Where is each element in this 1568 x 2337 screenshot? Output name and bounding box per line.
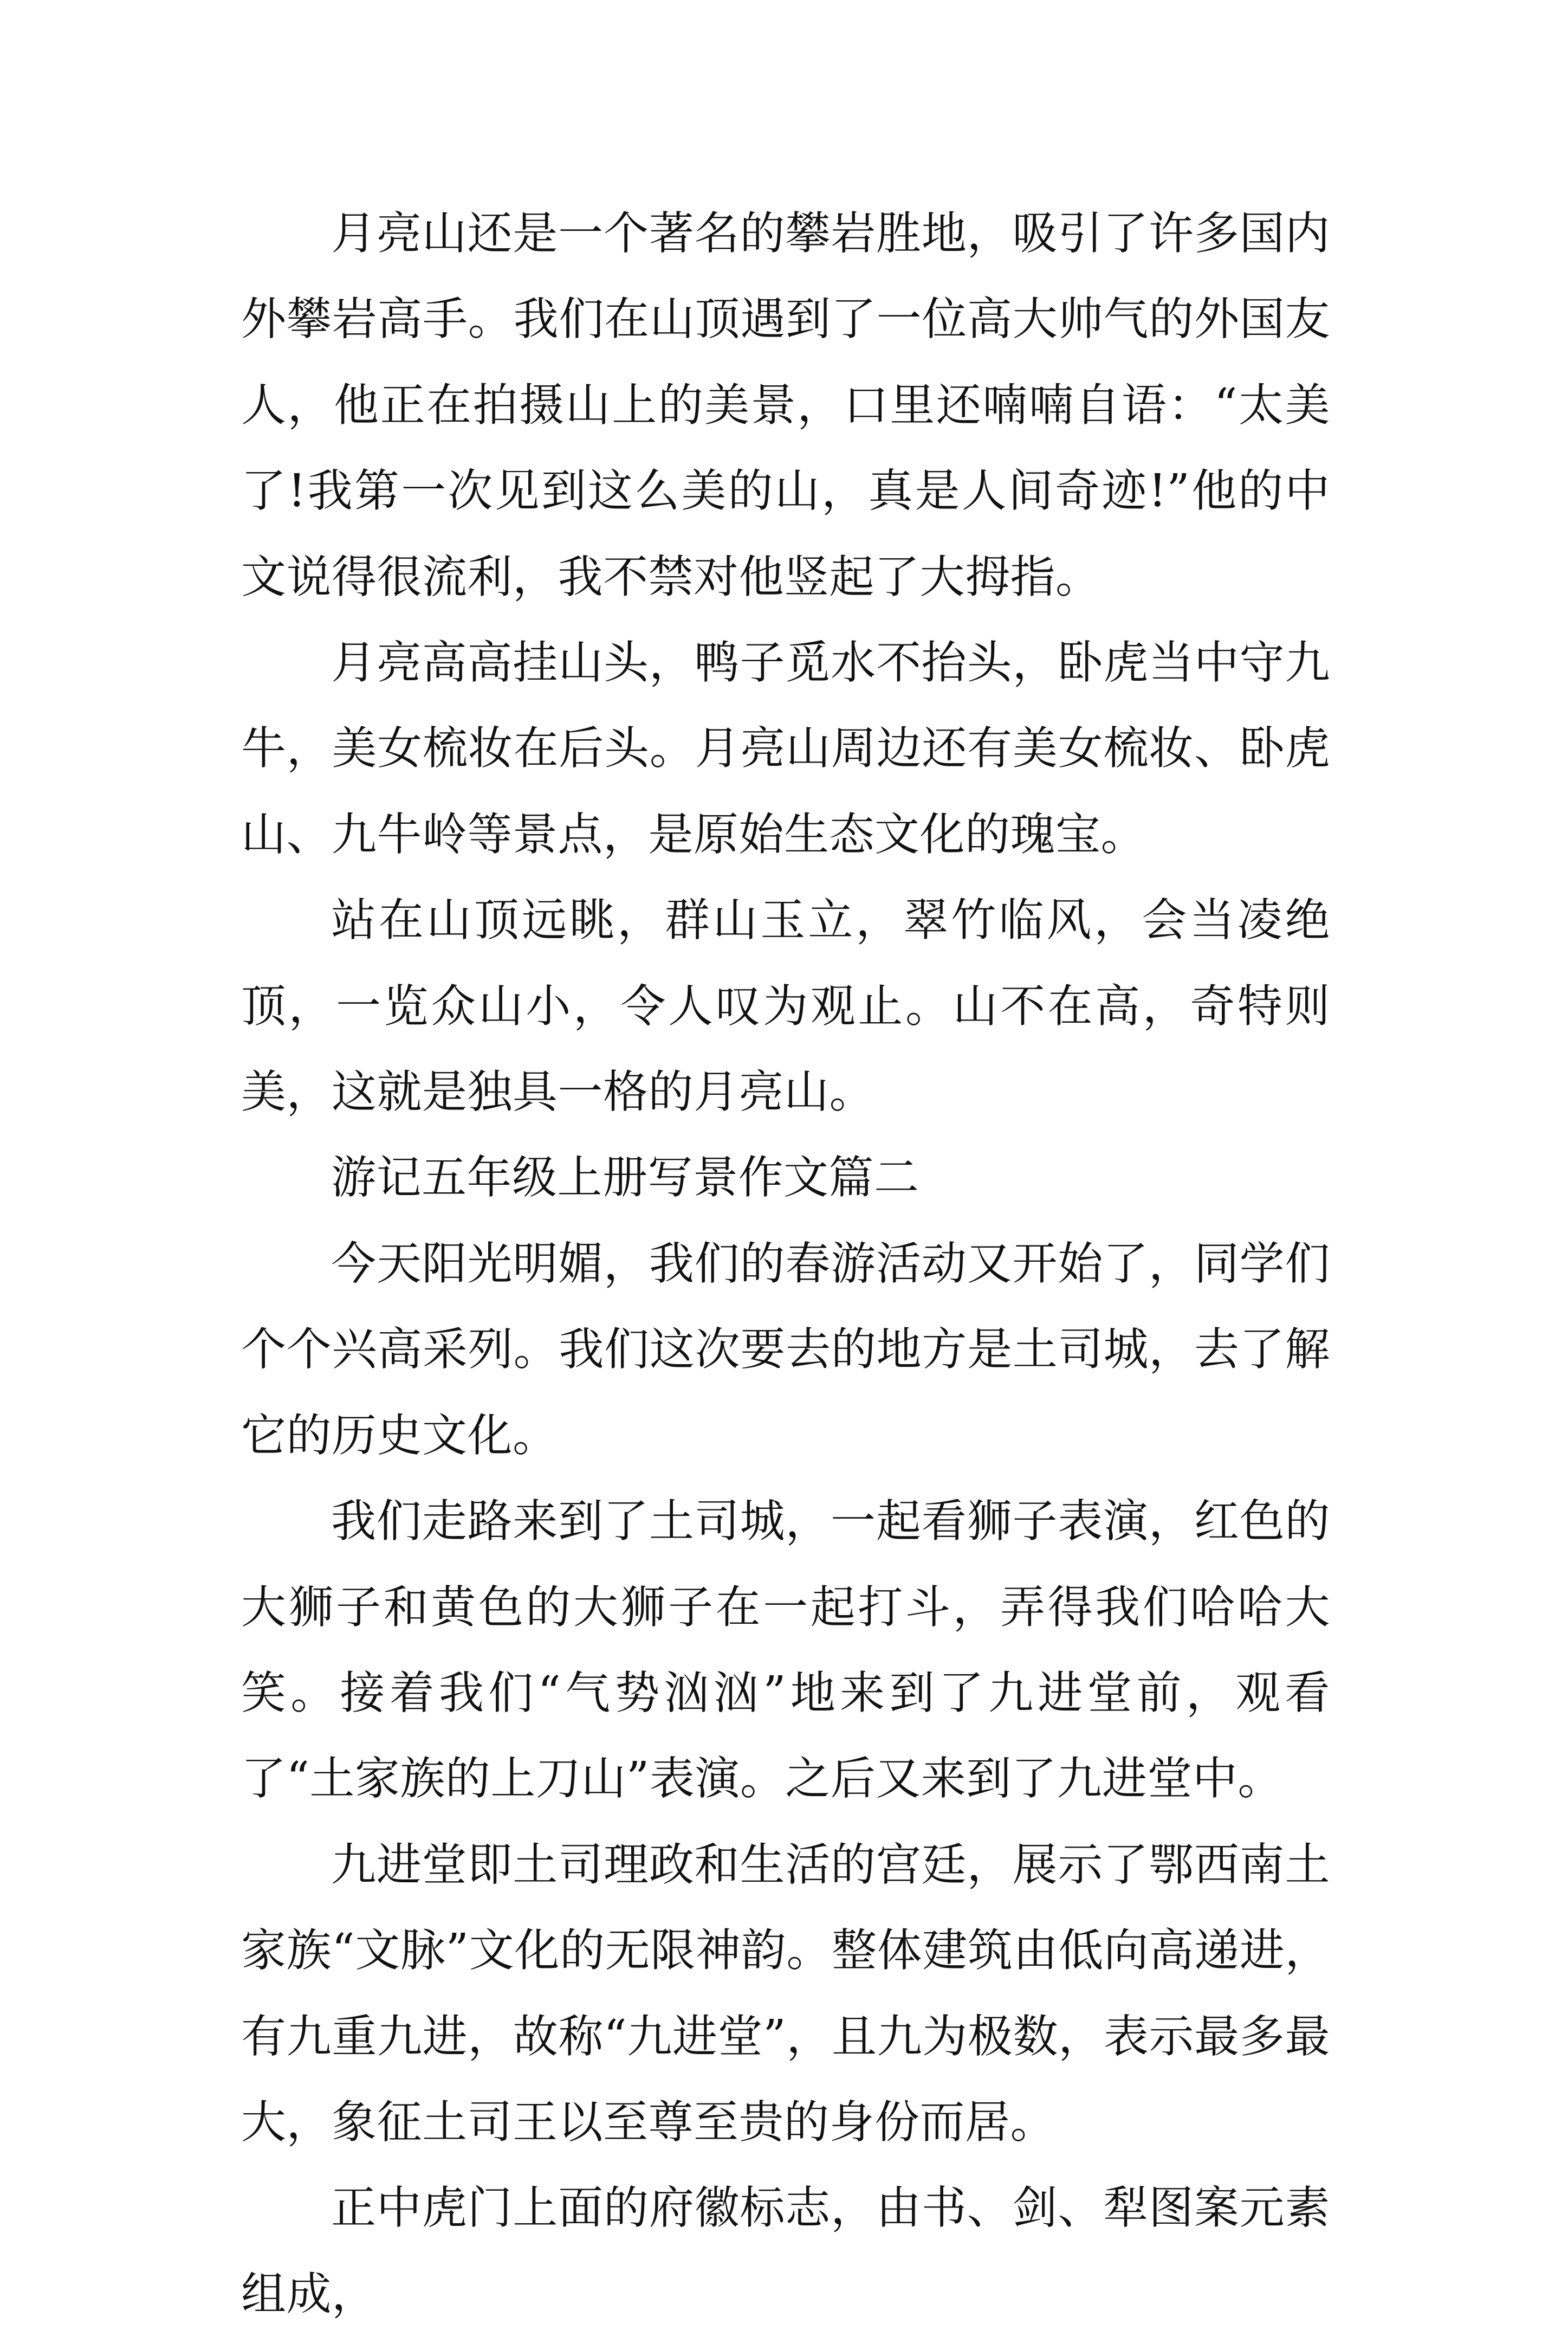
paragraph-emblem: 正中虎门上面的府徽标志，由书、剑、犁图案元素组成， (241, 2181, 1330, 2320)
section-title: 游记五年级上册写景作文篇二 (331, 1151, 919, 1204)
paragraph-summit-view: 站在山顶远眺，群山玉立，翠竹临风，会当凌绝顶，一览众山小，令人叹为观止。山不在高，奇特则美，这就是独具一格的月亮山。 (241, 894, 1330, 1119)
paragraph-spring-outing: 今天阳光明媚，我们的春游活动又开始了，同学们个个兴高采列。我们这次要去的地方是土司城，去了解它的历史文化。 (241, 1237, 1330, 1462)
paragraph-lion-dance: 我们走路来到了土司城，一起看狮子表演，红色的大狮子和黄色的大狮子在一起打斗，弄得我们哈哈大笑。接着我们“气势汹汹”地来到了九进堂前，观看了“土家族的上刀山”表演。之后又来到了九进堂中。 (241, 1495, 1330, 1805)
paragraph-jiujintang: 九进堂即土司理政和生活的宫廷，展示了鄂西南土家族“文脉”文化的无限神韵。整体建筑由低向高递进，有九重九进，故称“九进堂”，且九为极数，表示最多最大，象征土司王以至尊至贵的身份而居。 (241, 1838, 1330, 2148)
paragraph-climbing: 月亮山还是一个著名的攀岩胜地，吸引了许多国内外攀岩高手。我们在山顶遇到了一位高大帅气的外国友人，他正在拍摄山上的美景，口里还喃喃自语：“太美了!我第一次见到这么美的山，真是人间奇迹!”他的中文说得很流利，我不禁对他竖起了大拇指。 (241, 207, 1330, 603)
paragraph-moon-rhyme: 月亮高高挂山头，鸭子觅水不抬头，卧虎当中守九牛，美女梳妆在后头。月亮山周边还有美女梳妆、卧虎山、九牛岭等景点，是原始生态文化的瑰宝。 (241, 636, 1330, 861)
document-body (241, 191, 1330, 2337)
